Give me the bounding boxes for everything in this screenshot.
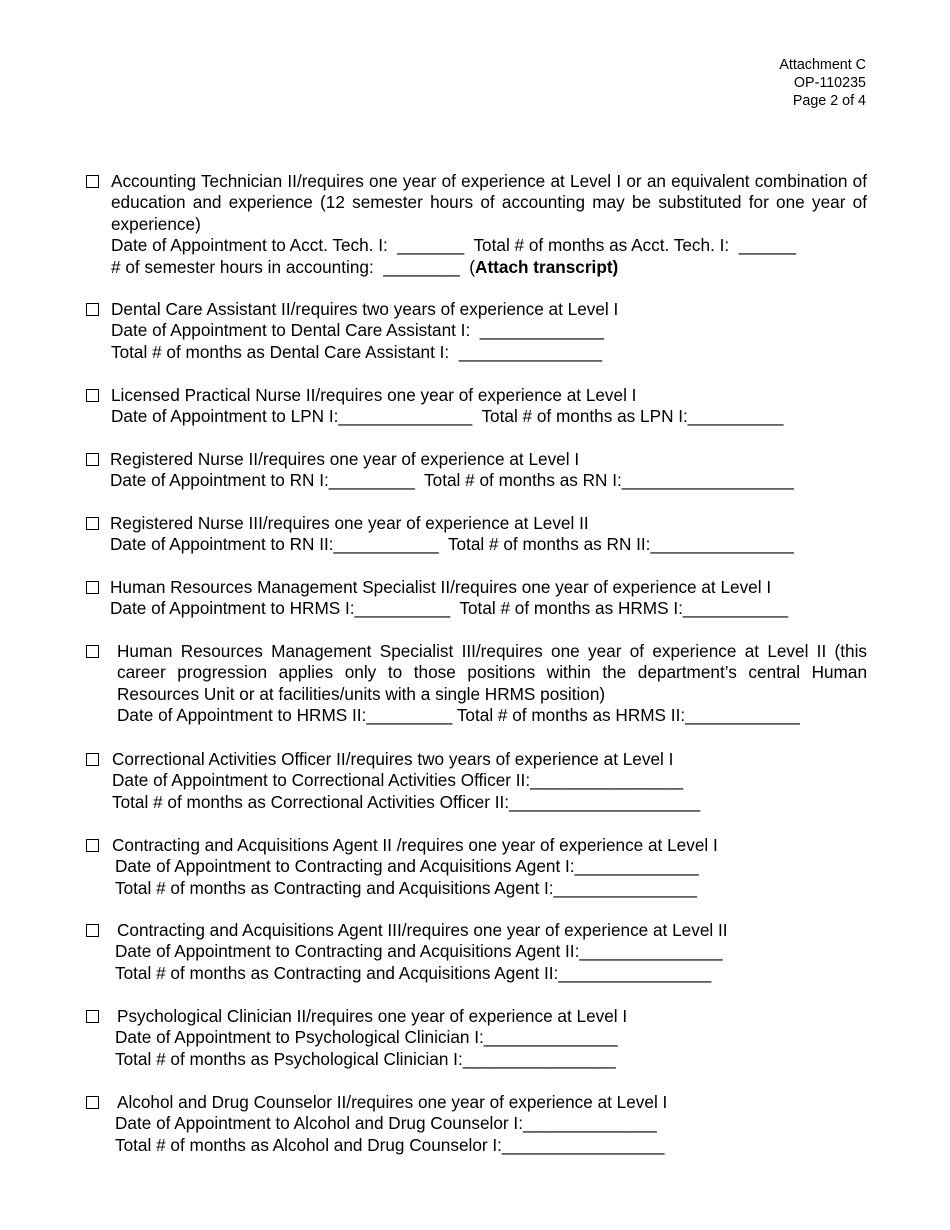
entry-hrms-ii [86,577,867,620]
entry-accounting-technician [86,171,867,278]
entry-date-line: Date of Appointment to Contracting and Acquisitions Agent I:_____________ [115,856,699,877]
entry-months-line: Total # of months as Alcohol and Drug Counselor I:_________________ [115,1134,665,1155]
entry-title: Psychological Clinician II/requires one year of experience at Level I [117,1006,628,1026]
entry-months-line: Total # of months as Contracting and Acquisitions Agent II:________________ [115,962,712,983]
page-number: Page 2 of 4 [792,93,866,109]
checkbox-registered-nurse-iii[interactable] [86,517,99,530]
entry-date-line: Date of Appointment to RN I:_________ Total # of months as RN I:__________________ [110,470,794,491]
checkbox-psychological-clinician[interactable] [86,1010,99,1023]
checkbox-accounting-technician[interactable] [86,175,99,188]
semester-hours-text: # of semester hours in accounting: ________ ( [111,256,476,277]
entry-title: Correctional Activities Officer II/requires two years of experience at Level I [112,749,674,769]
entry-title: Contracting and Acquisitions Agent III/requires one year of experience at Level II [117,920,728,940]
entry-title: Licensed Practical Nurse II/requires one year of experience at Level I [111,385,637,405]
checkbox-hrms-ii[interactable] [86,581,99,594]
checkbox-contracting-agent-iii[interactable] [86,924,99,937]
entry-months-line: Total # of months as Dental Care Assistant I: _______________ [111,341,603,362]
page-header [779,56,866,110]
entry-date-line: Date of Appointment to Contracting and Acquisitions Agent II:_______________ [115,941,723,962]
checkbox-hrms-iii[interactable] [86,645,99,658]
entry-title: Registered Nurse III/requires one year of experience at Level II [110,513,589,533]
attachment-label: Attachment C [779,57,866,73]
entry-dental-care-assistant [86,299,867,363]
checkbox-contracting-agent-ii[interactable] [86,839,99,852]
entry-alcohol-drug-counselor [86,1092,867,1156]
entry-date-line: Date of Appointment to RN II:___________ Total # of months as RN II:_______________ [110,534,794,555]
entry-registered-nurse-ii [86,449,867,492]
entry-title: Human Resources Management Specialist II/requires one year of experience at Level I [110,577,772,597]
entry-licensed-practical-nurse [86,385,867,428]
entry-date-line: Date of Appointment to Psychological Clinician I:______________ [115,1027,618,1048]
checkbox-dental-care-assistant[interactable] [86,303,99,316]
entry-title: Accounting Technician II/requires one year of experience at Level I or an equivalent combination of education and experience (12 semester hours of accounting may be substituted for one year of experience) [111,171,867,234]
entry-registered-nurse-iii [86,513,867,556]
entry-contracting-agent-ii [86,835,867,899]
entry-title: Alcohol and Drug Counselor II/requires one year of experience at Level I [117,1092,668,1112]
op-number: OP-110235 [793,75,866,91]
entry-date-line: Date of Appointment to Alcohol and Drug Counselor I:______________ [115,1113,657,1134]
entry-date-line: Date of Appointment to HRMS II:_________ Total # of months as HRMS II:____________ [117,705,800,726]
checkbox-licensed-practical-nurse[interactable] [86,389,99,402]
entry-contracting-agent-iii [86,920,867,984]
entry-title: Dental Care Assistant II/requires two years of experience at Level I [111,299,619,319]
entry-title: Registered Nurse II/requires one year of experience at Level I [110,449,580,469]
entry-hrms-iii [86,641,867,727]
entry-months-line: Total # of months as Correctional Activities Officer II:____________________ [112,791,701,812]
attach-transcript-note: Attach transcript) [475,256,619,277]
entry-months-line: Total # of months as Psychological Clinician I:________________ [115,1048,616,1069]
entry-date-line: Date of Appointment to HRMS I:__________ Total # of months as HRMS I:___________ [110,598,789,619]
entry-date-line: Date of Appointment to LPN I:______________ Total # of months as LPN I:__________ [111,406,784,427]
entry-correctional-activities-officer [86,749,867,813]
entry-psychological-clinician [86,1006,867,1070]
entry-date-line: Date of Appointment to Correctional Activities Officer II:________________ [112,770,684,791]
checkbox-correctional-activities-officer[interactable] [86,753,99,766]
entry-date-line: Date of Appointment to Acct. Tech. I: _______ Total # of months as Acct. Tech. I: ______ [111,235,797,256]
checkbox-registered-nurse-ii[interactable] [86,453,99,466]
entry-title: Human Resources Management Specialist III/requires one year of experience at Level II (this career progression applies only to those positions within the department’s central Human Resources Unit or at facilities/units with a single HRMS position) [117,641,867,704]
entry-date-line: Date of Appointment to Dental Care Assistant I: _____________ [111,320,605,341]
entry-title: Contracting and Acquisitions Agent II /requires one year of experience at Level I [112,835,718,855]
entry-semester-line [111,257,867,278]
entry-months-line: Total # of months as Contracting and Acquisitions Agent I:_______________ [115,877,697,898]
checkbox-alcohol-drug-counselor[interactable] [86,1096,99,1109]
